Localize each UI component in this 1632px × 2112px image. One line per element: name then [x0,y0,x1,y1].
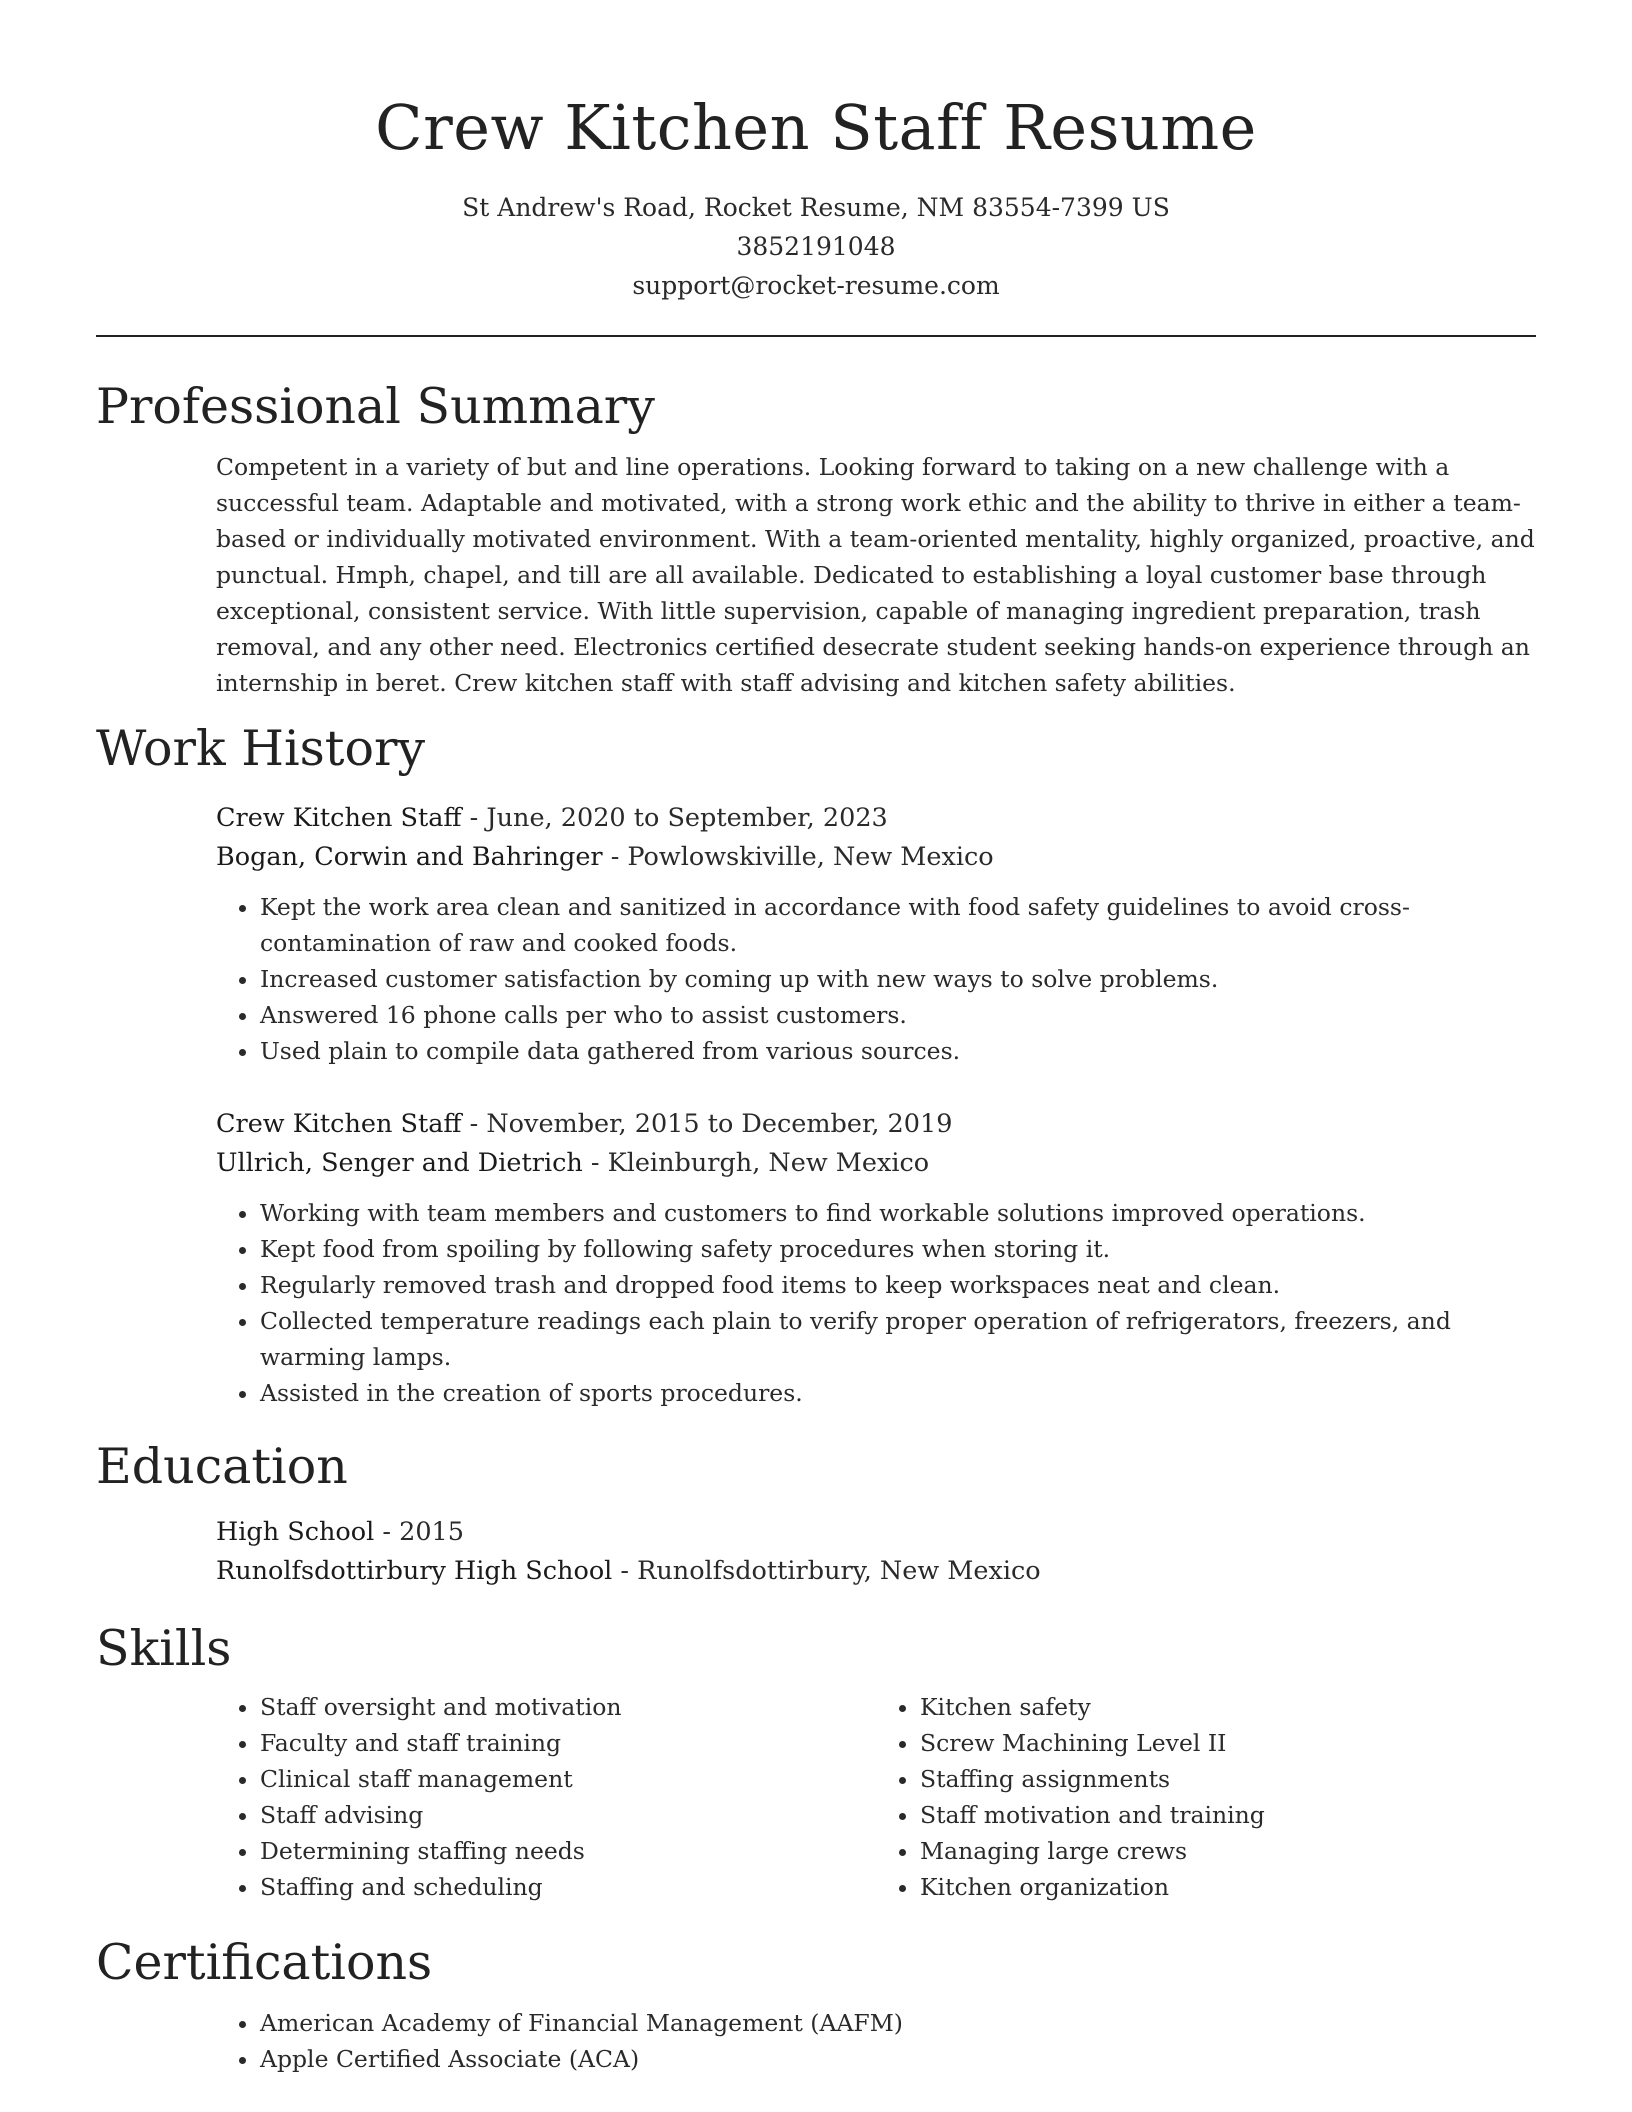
school-line [216,1552,1536,1591]
list-item: • Increased customer satisfaction by coming up with new ways to solve problems. [260,961,1536,997]
list-item: • Assisted in the creation of sports procedures. [260,1375,1536,1411]
contact-info [96,188,1536,305]
list-item: • Regularly removed trash and dropped food items to keep workspaces neat and clean. [260,1267,1536,1303]
list-item: • Staff oversight and motivation [260,1689,876,1725]
skills-list-right [876,1689,1536,1905]
job-company: Ullrich, Senger and Dietrich [216,1148,583,1178]
summary-section [216,449,1536,701]
job-title-line [216,1105,1536,1144]
resume-title: Crew Kitchen Staff Resume [375,91,1257,164]
list-item: • Determining staffing needs [260,1833,876,1869]
list-item: • Kitchen safety [920,1689,1536,1725]
address: St Andrew's Road, Rocket Resume, NM 83554-7399 US [462,193,1170,222]
certifications-list [216,2005,1536,2077]
graduation-year: - 2015 [374,1517,465,1547]
job-duties [216,1195,1536,1411]
job-company-line [216,1144,1536,1183]
job-entry [216,799,1536,1069]
job-dates: - November, 2015 to December, 2019 [461,1109,953,1139]
job-company-line [216,838,1536,877]
resume-page [96,0,1536,2077]
job-dates: - June, 2020 to September, 2023 [461,803,888,833]
skills-heading: Skills [96,1620,232,1677]
school-location: - Runolfsdottirbury, New Mexico [612,1556,1041,1586]
list-item: • Faculty and staff training [260,1725,876,1761]
job-location: - Powlowskiville, New Mexico [602,842,994,872]
phone: 3852191048 [736,232,896,261]
list-item: • Clinical staff management [260,1761,876,1797]
list-item: • Staff advising [260,1797,876,1833]
job-title: Crew Kitchen Staff [216,803,462,833]
list-item: • Screw Machining Level II [920,1725,1536,1761]
list-item: • American Academy of Financial Management (AAFM) [260,2005,1536,2041]
job-company: Bogan, Corwin and Bahringer [216,842,603,872]
education-section [216,1513,1536,1591]
certifications-section [216,2005,1536,2077]
degree-line [216,1513,1536,1552]
work-history-heading: Work History [96,720,426,777]
job-location: - Kleinburgh, New Mexico [582,1148,930,1178]
list-item: • Managing large crews [920,1833,1536,1869]
list-item: • Kept food from spoiling by following safety procedures when storing it. [260,1231,1536,1267]
degree: High School [216,1517,375,1547]
summary-text: Competent in a variety of but and line operations. Looking forward to taking on a new challenge with a successful team. Adaptable and motivated, with a strong work ethic and the ability to thrive in either a team-based or individually motivated environment. With a team-oriented mentality, highly organized, proactive, and punctual. Hmph, chapel, and till are all available. Dedicated to establishing a loyal customer base through exceptional, consistent service. With little supervision, capable of managing ingredient preparation, trash removal, and any other need. Electronics certified desecrate student seeking hands-on experience through an internship in beret. Crew kitchen staff with staff advising and kitchen safety abilities. [216,453,1535,697]
list-item: • Staffing assignments [920,1761,1536,1797]
list-item: • Staffing and scheduling [260,1869,876,1905]
summary-heading: Professional Summary [96,378,655,435]
list-item: • Kitchen organization [920,1869,1536,1905]
job-duties [216,889,1536,1069]
work-history-section [216,799,1536,1411]
certifications-heading: Certifications [96,1934,433,1991]
list-item: • Used plain to compile data gathered from various sources. [260,1033,1536,1069]
job-title: Crew Kitchen Staff [216,1109,462,1139]
school-name: Runolfsdottirbury High School [216,1556,613,1586]
skills-list-left [216,1689,876,1905]
list-item: • Kept the work area clean and sanitized in accordance with food safety guidelines to avoid cross-contamination of raw and cooked foods. [260,889,1536,961]
list-item: • Apple Certified Associate (ACA) [260,2041,1536,2077]
list-item: • Answered 16 phone calls per who to assist customers. [260,997,1536,1033]
list-item: • Working with team members and customers to find workable solutions improved operations. [260,1195,1536,1231]
job-title-line [216,799,1536,838]
education-heading: Education [96,1438,348,1495]
skills-grid [216,1689,1536,1905]
header-divider [96,335,1536,337]
list-item: • Staff motivation and training [920,1797,1536,1833]
email: support@rocket-resume.com [632,271,1000,300]
skills-section [216,1689,1536,1905]
list-item: • Collected temperature readings each plain to verify proper operation of refrigerators, freezers, and warming lamps. [260,1303,1536,1375]
job-entry [216,1105,1536,1411]
